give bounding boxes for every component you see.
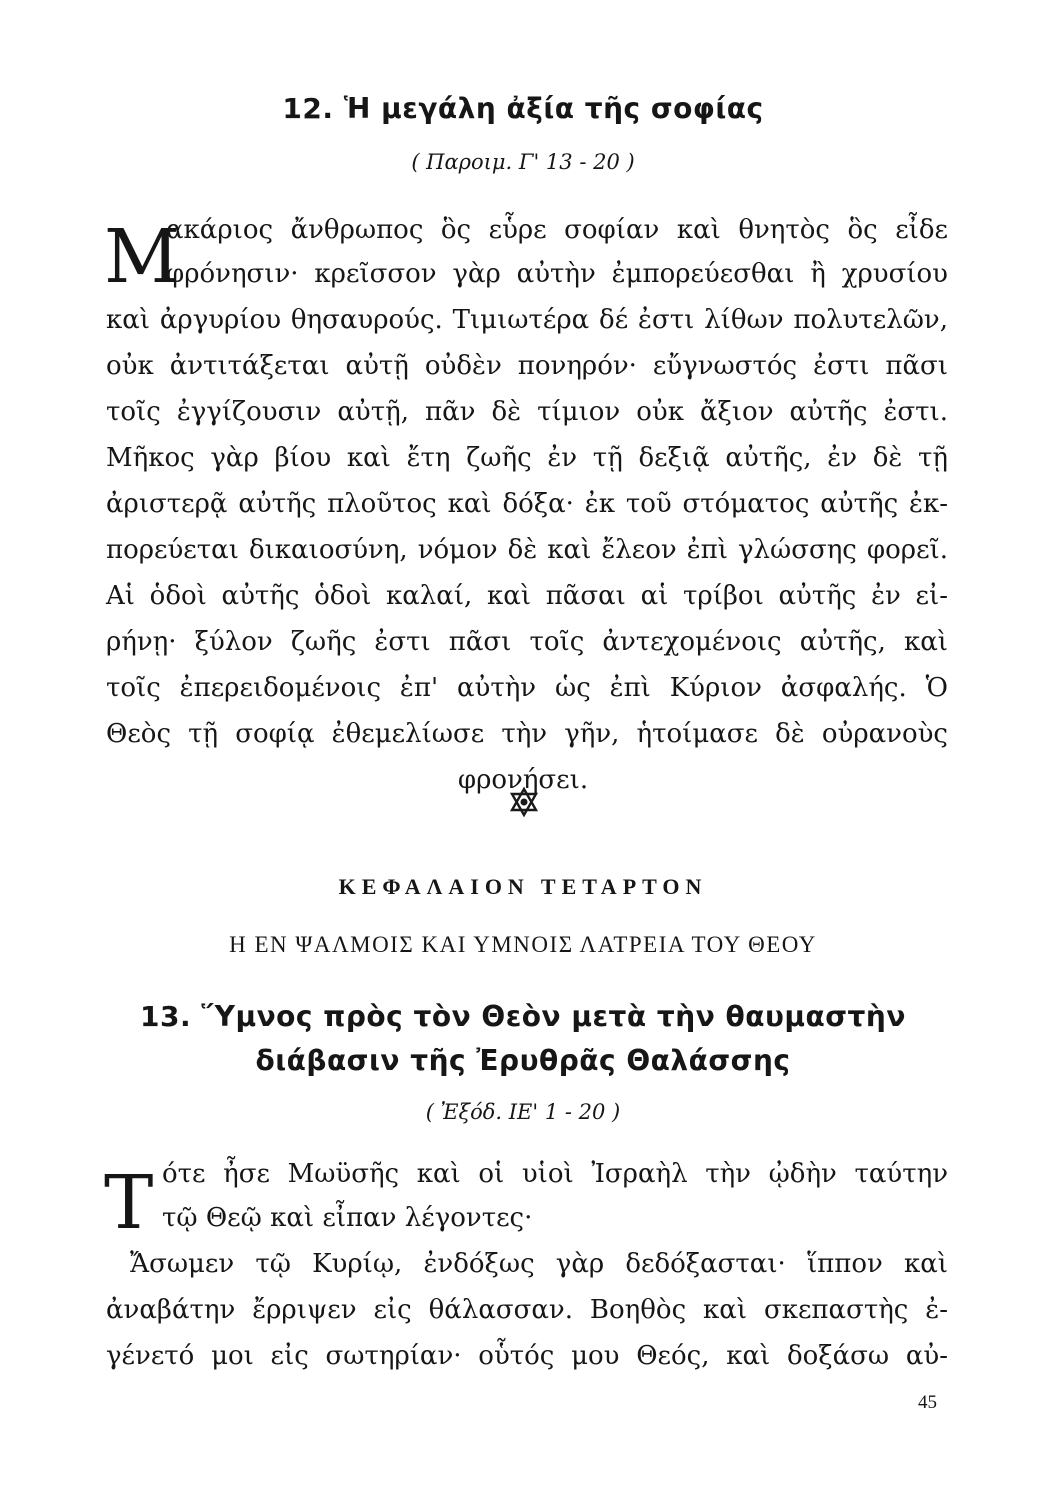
section-12-line: πορεύεται δικαιοσύνη, νόμον δὲ καὶ ἔλεον ἐπὶ γλώσσης φορεῖ. [106, 535, 948, 565]
section-12-title: 12. Ἡ μεγάλη ἀξία τῆς σοφίας [282, 92, 764, 125]
ornament-icon [508, 786, 540, 818]
page-number: 45 [918, 1392, 937, 1413]
section-12-line: καὶ ἀργυρίου θησαυρούς. Τιμιωτέρα δέ ἐστι λίθων πολυτελῶν, [106, 305, 948, 335]
section-12-line: φρονήσει. [457, 765, 589, 795]
section-12-line: τοῖς ἐγγίζουσιν αὐτῇ, πᾶν δὲ τίμιον οὐκ ἄξιον αὐτῆς ἐστι. [106, 397, 948, 427]
section-13-line: τῷ Θεῷ καὶ εἶπαν λέγοντες· [162, 1203, 533, 1233]
section-12-line: Θεὸς τῇ σοφίᾳ ἐθεμελίωσε τὴν γῆν, ἡτοίμασε δὲ οὐρανοὺς [106, 719, 948, 749]
section-13-dropcap: Τ [104, 1160, 154, 1246]
section-13-line: γένετό μοι εἰς σωτηρίαν· οὗτός μου Θεός, καὶ δοξάσω αὐ- [106, 1341, 948, 1371]
section-12-line: φρόνησιν· κρεῖσσον γὰρ αὐτὴν ἐμπορεύεσθαι ἢ χρυσίου [166, 259, 948, 289]
section-13-line: ἀναβάτην ἔρριψεν εἰς θάλασσαν. Βοηθὸς καὶ σκεπαστὴς ἐ- [106, 1295, 948, 1325]
section-13-line: Ἄσωμεν τῷ Κυρίῳ, ἐνδόξως γὰρ δεδόξασται· ἵππον καὶ [130, 1249, 948, 1279]
section-13-reference: ( Ἐξόδ. ΙΕ' 1 - 20 ) [425, 1100, 621, 1124]
section-13-line: ότε ἦσε Μωϋσῆς καὶ οἱ υἱοὶ Ἰσραὴλ τὴν ᾠδὴν ταύτην [162, 1159, 948, 1189]
section-12-line: ἀριστερᾷ αὐτῆς πλοῦτος καὶ δόξα· ἐκ τοῦ στόματος αὐτῆς ἐκ- [106, 489, 948, 519]
section-13-title-line2: διάβασιν τῆς Ἐρυθρᾶς Θαλάσσης [255, 1044, 791, 1077]
section-12-line: τοῖς ἐπερειδομένοις ἐπ' αὐτὴν ὡς ἐπὶ Κύριον ἀσφαλής. Ὁ [106, 673, 948, 703]
section-12-line: ρήνῃ· ξύλον ζωῆς ἐστι πᾶσι τοῖς ἀντεχομένοις αὐτῆς, καὶ [106, 627, 948, 657]
section-12-line: Αἱ ὁδοὶ αὐτῆς ὁδοὶ καλαί, καὶ πᾶσαι αἱ τρίβοι αὐτῆς ἐν εἰ- [106, 581, 948, 611]
section-13-title-line1: 13. Ὕμνος πρὸς τὸν Θεὸν μετὰ τὴν θαυμαστὴν [140, 1000, 906, 1033]
section-12-dropcap: Μ [104, 214, 180, 300]
section-12-reference: ( Παροιμ. Γ' 13 - 20 ) [411, 150, 635, 174]
section-12-line: οὐκ ἀντιτάξεται αὐτῇ οὐδὲν πονηρόν· εὔγνωστός ἐστι πᾶσι [106, 351, 948, 381]
chapter-heading: ΚΕΦΑΛΑΙΟΝ ΤΕΤΑΡΤΟΝ [338, 874, 708, 899]
section-12-line: ακάριος ἄνθρωπος ὃς εὗρε σοφίαν καὶ θνητὸς ὃς εἶδε [166, 215, 948, 245]
chapter-subheading: Η ΕΝ ΨΑΛΜΟΙΣ ΚΑΙ ΥΜΝΟΙΣ ΛΑΤΡΕΙΑ ΤΟΥ ΘΕΟΥ [229, 932, 817, 957]
section-12-line: Μῆκος γὰρ βίου καὶ ἔτη ζωῆς ἐν τῇ δεξιᾷ αὐτῆς, ἐν δὲ τῇ [106, 443, 948, 473]
